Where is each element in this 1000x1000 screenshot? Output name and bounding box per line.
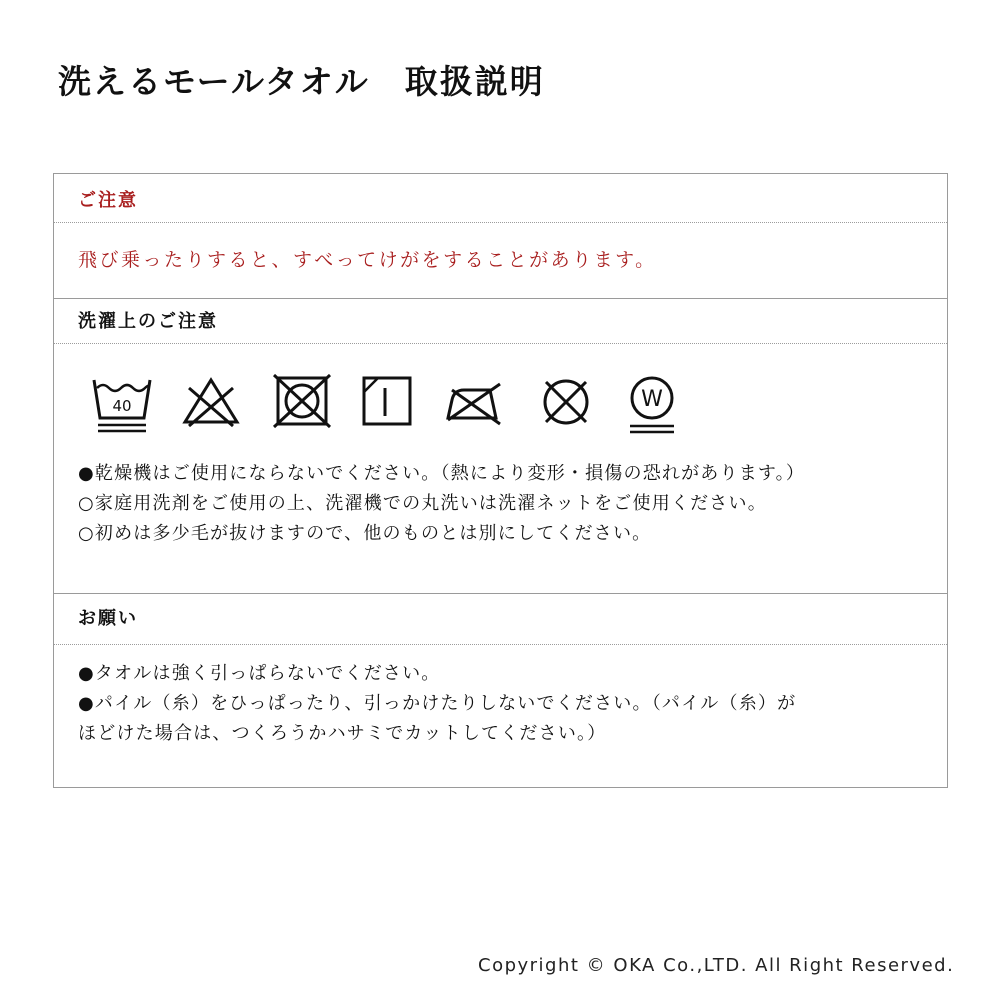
- notice-text: 飛び乗ったりすると、すべってけがをすることがあります。: [78, 249, 657, 271]
- request-note: ●パイル（糸）をひっぱったり、引っかけたりしないでください。（パイル（糸）が: [78, 693, 797, 714]
- washing-note: ●乾燥機はご使用にならないでください。（熱により変形・損傷の恐れがあります。）: [78, 463, 806, 484]
- notice-heading: ご注意: [78, 190, 138, 211]
- washing-heading: 洗濯上のご注意: [78, 311, 218, 332]
- wet-clean-letter: W: [641, 387, 663, 412]
- copyright: Copyright © OKA Co.,LTD. All Right Reserved.: [478, 955, 955, 976]
- request-heading: お願い: [78, 608, 138, 629]
- no-dry-clean-icon: [536, 374, 596, 429]
- divider-dotted: [54, 644, 947, 645]
- no-tumble-dry-icon: [272, 374, 332, 429]
- instruction-card: [53, 173, 948, 788]
- no-bleach-icon: [181, 374, 241, 429]
- divider-dotted: [54, 222, 947, 223]
- wet-clean-icon: [624, 374, 680, 438]
- divider-solid: [54, 298, 947, 299]
- request-note: ●タオルは強く引っぱらないでください。: [78, 663, 441, 684]
- wash-40-icon: [90, 374, 154, 436]
- divider-solid: [54, 593, 947, 594]
- washing-notes: [78, 459, 805, 549]
- request-note: ほどけた場合は、つくろうかハサミでカットしてください。）: [78, 723, 607, 744]
- line-dry-shade-icon: [360, 374, 415, 429]
- wash-temperature: 40: [112, 397, 132, 415]
- page-title: 洗えるモールタオル 取扱説明: [58, 62, 545, 101]
- no-iron-icon: [440, 374, 506, 429]
- washing-note: ○初めは多少毛が抜けますので、他のものとは別にしてください。: [78, 523, 652, 544]
- divider-dotted: [54, 343, 947, 344]
- washing-note: ○家庭用洗剤をご使用の上、洗濯機での丸洗いは洗濯ネットをご使用ください。: [78, 493, 767, 514]
- request-notes: [78, 659, 796, 749]
- care-symbols: [90, 374, 690, 439]
